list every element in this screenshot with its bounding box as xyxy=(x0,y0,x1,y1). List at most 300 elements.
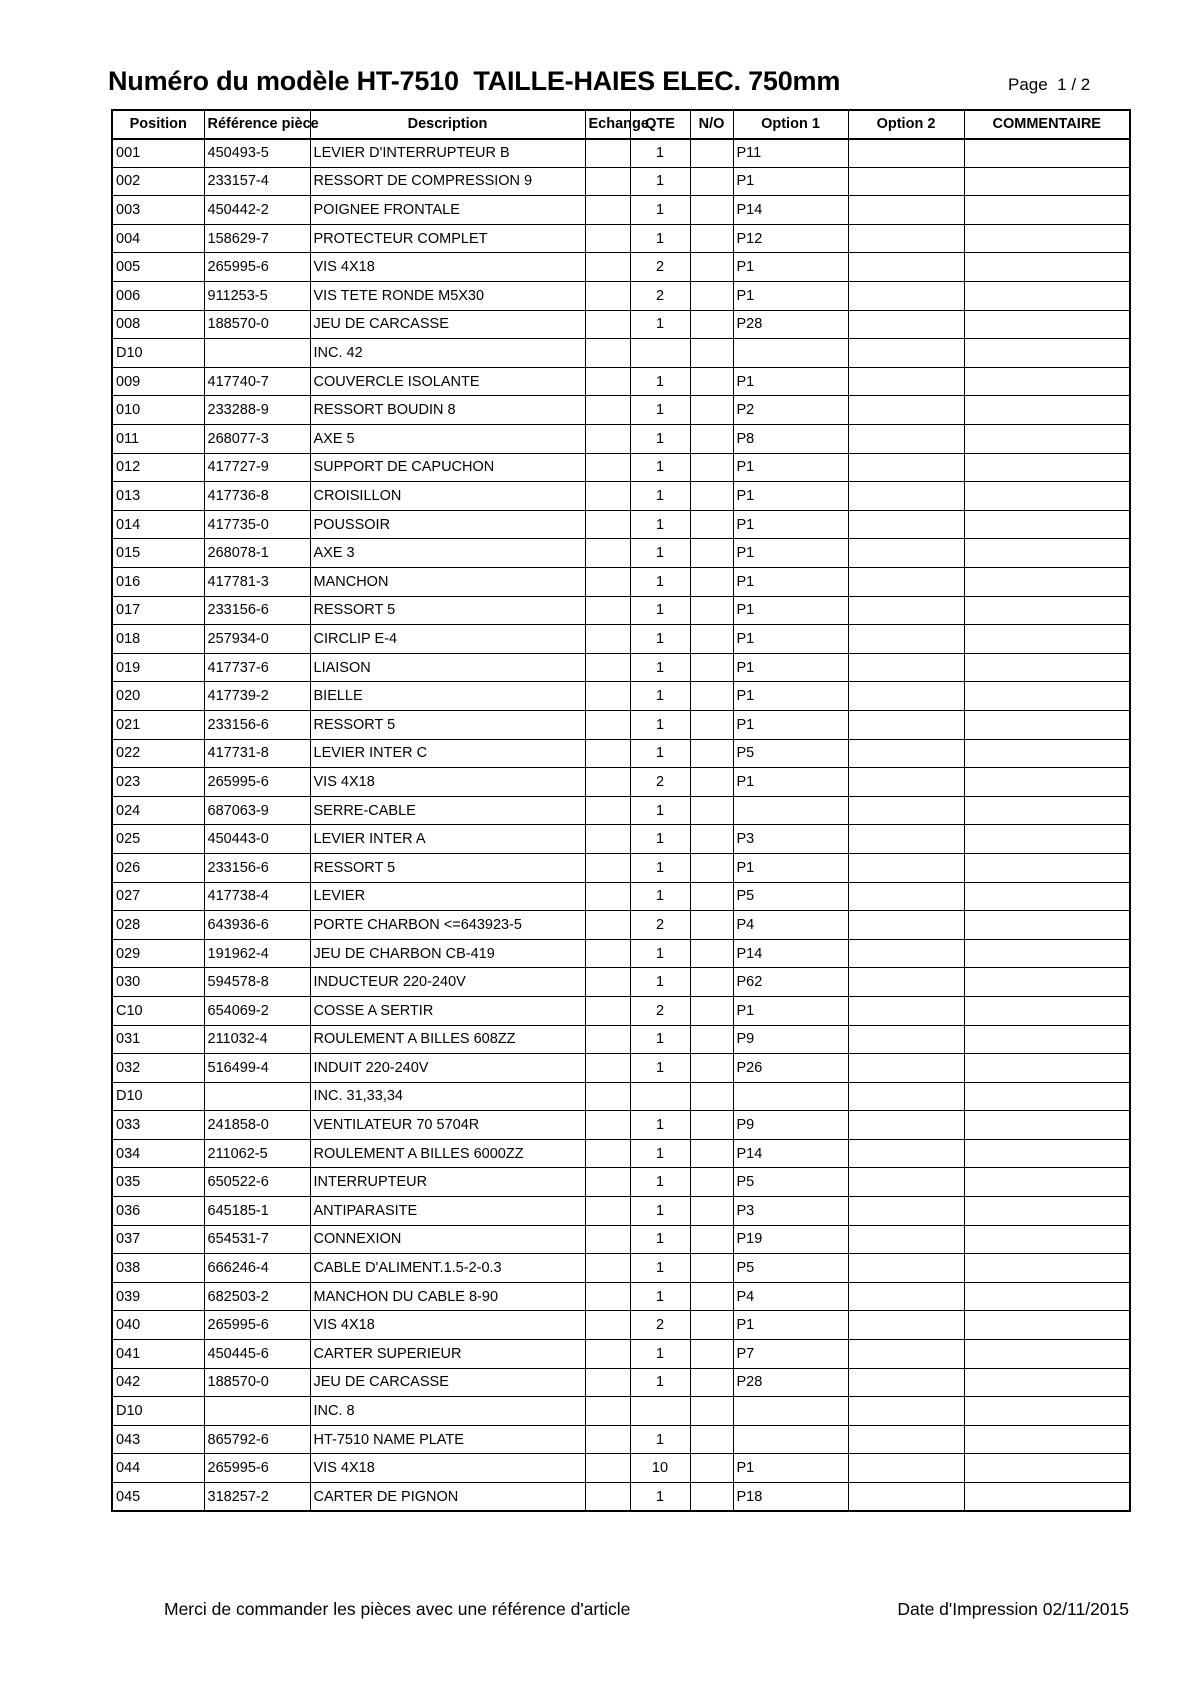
option1-cell: P3 xyxy=(733,825,848,854)
description-cell: VIS 4X18 xyxy=(310,253,585,282)
table-row xyxy=(112,224,1130,253)
option1-cell: P1 xyxy=(733,453,848,482)
description-cell: LEVIER D'INTERRUPTEUR B xyxy=(310,139,585,168)
page-number: Page 1 / 2 xyxy=(1008,75,1091,94)
commentaire-cell xyxy=(964,253,1130,282)
option2-cell xyxy=(848,1425,964,1454)
table-row xyxy=(112,911,1130,940)
qte-cell: 1 xyxy=(630,596,690,625)
reference-cell: 265995-6 xyxy=(204,768,310,797)
reference-cell: 643936-6 xyxy=(204,911,310,940)
reference-cell: 417737-6 xyxy=(204,653,310,682)
no-cell xyxy=(690,167,733,196)
table-row xyxy=(112,367,1130,396)
option2-cell xyxy=(848,396,964,425)
option2-cell xyxy=(848,625,964,654)
table-row xyxy=(112,1282,1130,1311)
echange-cell xyxy=(585,853,630,882)
option1-cell: P1 xyxy=(733,996,848,1025)
reference-cell: 188570-0 xyxy=(204,1368,310,1397)
commentaire-cell xyxy=(964,224,1130,253)
table-row xyxy=(112,1054,1130,1083)
echange-cell xyxy=(585,253,630,282)
col-commentaire: COMMENTAIRE xyxy=(964,110,1130,139)
option2-cell xyxy=(848,825,964,854)
position-cell: 006 xyxy=(112,282,204,311)
position-cell: 009 xyxy=(112,367,204,396)
position-cell: 024 xyxy=(112,796,204,825)
table-row xyxy=(112,425,1130,454)
commentaire-cell xyxy=(964,568,1130,597)
no-cell xyxy=(690,796,733,825)
reference-cell: 233156-6 xyxy=(204,710,310,739)
qte-cell: 1 xyxy=(630,796,690,825)
no-cell xyxy=(690,339,733,368)
echange-cell xyxy=(585,911,630,940)
position-cell: 034 xyxy=(112,1139,204,1168)
position-cell: 001 xyxy=(112,139,204,168)
option1-cell: P4 xyxy=(733,911,848,940)
no-cell xyxy=(690,1025,733,1054)
table-row xyxy=(112,968,1130,997)
col-qte: QTE xyxy=(630,110,690,139)
echange-cell xyxy=(585,339,630,368)
qte-cell: 2 xyxy=(630,768,690,797)
qte-cell: 1 xyxy=(630,310,690,339)
echange-cell xyxy=(585,568,630,597)
description-cell: INC. 31,33,34 xyxy=(310,1082,585,1111)
qte-cell: 1 xyxy=(630,482,690,511)
position-cell: 045 xyxy=(112,1483,204,1512)
echange-cell xyxy=(585,682,630,711)
echange-cell xyxy=(585,968,630,997)
option1-cell: P1 xyxy=(733,768,848,797)
table-row xyxy=(112,1168,1130,1197)
no-cell xyxy=(690,1225,733,1254)
col-no: N/O xyxy=(690,110,733,139)
position-cell: 040 xyxy=(112,1311,204,1340)
no-cell xyxy=(690,653,733,682)
no-cell xyxy=(690,310,733,339)
commentaire-cell xyxy=(964,282,1130,311)
echange-cell xyxy=(585,425,630,454)
reference-cell: 650522-6 xyxy=(204,1168,310,1197)
reference-cell: 211032-4 xyxy=(204,1025,310,1054)
echange-cell xyxy=(585,1225,630,1254)
reference-cell: 265995-6 xyxy=(204,1454,310,1483)
reference-cell: 233157-4 xyxy=(204,167,310,196)
option2-cell xyxy=(848,1025,964,1054)
option1-cell: P62 xyxy=(733,968,848,997)
description-cell: CONNEXION xyxy=(310,1225,585,1254)
option1-cell xyxy=(733,1397,848,1426)
table-row xyxy=(112,768,1130,797)
position-cell: 027 xyxy=(112,882,204,911)
qte-cell: 1 xyxy=(630,939,690,968)
no-cell xyxy=(690,1454,733,1483)
echange-cell xyxy=(585,825,630,854)
table-row xyxy=(112,882,1130,911)
qte-cell: 2 xyxy=(630,1311,690,1340)
option2-cell xyxy=(848,1397,964,1426)
description-cell: CARTER DE PIGNON xyxy=(310,1483,585,1512)
no-cell xyxy=(690,482,733,511)
option2-cell xyxy=(848,996,964,1025)
option2-cell xyxy=(848,739,964,768)
table-row xyxy=(112,453,1130,482)
no-cell xyxy=(690,939,733,968)
option2-cell xyxy=(848,339,964,368)
echange-cell xyxy=(585,768,630,797)
commentaire-cell xyxy=(964,367,1130,396)
option2-cell xyxy=(848,796,964,825)
commentaire-cell xyxy=(964,139,1130,168)
qte-cell: 1 xyxy=(630,1139,690,1168)
reference-cell: 158629-7 xyxy=(204,224,310,253)
position-cell: D10 xyxy=(112,1397,204,1426)
commentaire-cell xyxy=(964,653,1130,682)
no-cell xyxy=(690,425,733,454)
no-cell xyxy=(690,1340,733,1369)
description-cell: INC. 42 xyxy=(310,339,585,368)
description-cell: RESSORT 5 xyxy=(310,710,585,739)
description-cell: CARTER SUPERIEUR xyxy=(310,1340,585,1369)
qte-cell: 1 xyxy=(630,139,690,168)
reference-cell: 911253-5 xyxy=(204,282,310,311)
no-cell xyxy=(690,224,733,253)
description-cell: JEU DE CARCASSE xyxy=(310,1368,585,1397)
col-option1: Option 1 xyxy=(733,110,848,139)
position-cell: 036 xyxy=(112,1197,204,1226)
position-cell: 022 xyxy=(112,739,204,768)
qte-cell: 1 xyxy=(630,510,690,539)
option2-cell xyxy=(848,1368,964,1397)
option2-cell xyxy=(848,282,964,311)
commentaire-cell xyxy=(964,510,1130,539)
reference-cell: 417735-0 xyxy=(204,510,310,539)
qte-cell: 1 xyxy=(630,453,690,482)
table-row xyxy=(112,682,1130,711)
option1-cell xyxy=(733,796,848,825)
reference-cell: 417740-7 xyxy=(204,367,310,396)
position-cell: 029 xyxy=(112,939,204,968)
table-row xyxy=(112,625,1130,654)
no-cell xyxy=(690,1054,733,1083)
option2-cell xyxy=(848,539,964,568)
table-row xyxy=(112,568,1130,597)
description-cell: POUSSOIR xyxy=(310,510,585,539)
option1-cell: P9 xyxy=(733,1111,848,1140)
footer-note: Merci de commander les pièces avec une référence d'article xyxy=(164,1599,631,1619)
option2-cell xyxy=(848,1139,964,1168)
no-cell xyxy=(690,568,733,597)
reference-cell: 654069-2 xyxy=(204,996,310,1025)
qte-cell: 1 xyxy=(630,1254,690,1283)
qte-cell: 1 xyxy=(630,882,690,911)
commentaire-cell xyxy=(964,968,1130,997)
commentaire-cell xyxy=(964,1397,1130,1426)
col-reference: Référence pièce xyxy=(204,110,310,139)
table-row xyxy=(112,825,1130,854)
commentaire-cell xyxy=(964,853,1130,882)
no-cell xyxy=(690,1082,733,1111)
description-cell: LEVIER INTER C xyxy=(310,739,585,768)
reference-cell: 666246-4 xyxy=(204,1254,310,1283)
table-row xyxy=(112,1368,1130,1397)
description-cell: PORTE CHARBON <=643923-5 xyxy=(310,911,585,940)
description-cell: JEU DE CARCASSE xyxy=(310,310,585,339)
reference-cell: 687063-9 xyxy=(204,796,310,825)
reference-cell: 233156-6 xyxy=(204,596,310,625)
option2-cell xyxy=(848,510,964,539)
qte-cell: 1 xyxy=(630,710,690,739)
echange-cell xyxy=(585,139,630,168)
description-cell: BIELLE xyxy=(310,682,585,711)
reference-cell: 594578-8 xyxy=(204,968,310,997)
table-header-row xyxy=(112,110,1130,139)
no-cell xyxy=(690,1139,733,1168)
table-row xyxy=(112,1397,1130,1426)
qte-cell: 1 xyxy=(630,1425,690,1454)
option1-cell: P14 xyxy=(733,1139,848,1168)
commentaire-cell xyxy=(964,339,1130,368)
option1-cell: P8 xyxy=(733,425,848,454)
position-cell: 019 xyxy=(112,653,204,682)
qte-cell: 1 xyxy=(630,1111,690,1140)
table-row xyxy=(112,539,1130,568)
position-cell: D10 xyxy=(112,339,204,368)
commentaire-cell xyxy=(964,625,1130,654)
parts-table xyxy=(111,109,1131,1512)
echange-cell xyxy=(585,1025,630,1054)
echange-cell xyxy=(585,1254,630,1283)
reference-cell xyxy=(204,1397,310,1426)
option1-cell: P14 xyxy=(733,939,848,968)
col-option2: Option 2 xyxy=(848,110,964,139)
table-row xyxy=(112,310,1130,339)
no-cell xyxy=(690,968,733,997)
echange-cell xyxy=(585,396,630,425)
option2-cell xyxy=(848,196,964,225)
qte-cell: 1 xyxy=(630,1197,690,1226)
echange-cell xyxy=(585,282,630,311)
description-cell: LEVIER INTER A xyxy=(310,825,585,854)
table-row xyxy=(112,1454,1130,1483)
no-cell xyxy=(690,510,733,539)
position-cell: 023 xyxy=(112,768,204,797)
reference-cell: 450445-6 xyxy=(204,1340,310,1369)
echange-cell xyxy=(585,482,630,511)
option1-cell: P5 xyxy=(733,1254,848,1283)
option2-cell xyxy=(848,1454,964,1483)
reference-cell: 241858-0 xyxy=(204,1111,310,1140)
option2-cell xyxy=(848,853,964,882)
table-row xyxy=(112,1197,1130,1226)
no-cell xyxy=(690,1282,733,1311)
qte-cell: 1 xyxy=(630,1168,690,1197)
commentaire-cell xyxy=(964,911,1130,940)
commentaire-cell xyxy=(964,1454,1130,1483)
qte-cell: 1 xyxy=(630,739,690,768)
reference-cell: 233288-9 xyxy=(204,396,310,425)
option1-cell: P1 xyxy=(733,367,848,396)
echange-cell xyxy=(585,653,630,682)
qte-cell: 1 xyxy=(630,1483,690,1512)
option2-cell xyxy=(848,1197,964,1226)
position-cell: 012 xyxy=(112,453,204,482)
option1-cell: P1 xyxy=(733,596,848,625)
position-cell: 016 xyxy=(112,568,204,597)
position-cell: 025 xyxy=(112,825,204,854)
position-cell: 011 xyxy=(112,425,204,454)
option1-cell: P1 xyxy=(733,510,848,539)
qte-cell xyxy=(630,1082,690,1111)
echange-cell xyxy=(585,596,630,625)
option2-cell xyxy=(848,1168,964,1197)
table-row xyxy=(112,1254,1130,1283)
description-cell: CIRCLIP E-4 xyxy=(310,625,585,654)
table-row xyxy=(112,939,1130,968)
reference-cell: 645185-1 xyxy=(204,1197,310,1226)
no-cell xyxy=(690,911,733,940)
table-row xyxy=(112,1111,1130,1140)
echange-cell xyxy=(585,939,630,968)
no-cell xyxy=(690,882,733,911)
option1-cell: P1 xyxy=(733,568,848,597)
description-cell: INC. 8 xyxy=(310,1397,585,1426)
description-cell: INDUIT 220-240V xyxy=(310,1054,585,1083)
no-cell xyxy=(690,1168,733,1197)
option2-cell xyxy=(848,224,964,253)
commentaire-cell xyxy=(964,196,1130,225)
option1-cell: P5 xyxy=(733,1168,848,1197)
position-cell: 028 xyxy=(112,911,204,940)
table-row xyxy=(112,139,1130,168)
qte-cell: 1 xyxy=(630,1368,690,1397)
option2-cell xyxy=(848,768,964,797)
table-row xyxy=(112,710,1130,739)
commentaire-cell xyxy=(964,739,1130,768)
option2-cell xyxy=(848,1311,964,1340)
commentaire-cell xyxy=(964,768,1130,797)
description-cell: VIS 4X18 xyxy=(310,768,585,797)
reference-cell: 417739-2 xyxy=(204,682,310,711)
description-cell: AXE 5 xyxy=(310,425,585,454)
option2-cell xyxy=(848,1111,964,1140)
position-cell: 005 xyxy=(112,253,204,282)
description-cell: CABLE D'ALIMENT.1.5-2-0.3 xyxy=(310,1254,585,1283)
option1-cell: P3 xyxy=(733,1197,848,1226)
no-cell xyxy=(690,1197,733,1226)
table-row xyxy=(112,282,1130,311)
commentaire-cell xyxy=(964,1197,1130,1226)
commentaire-cell xyxy=(964,939,1130,968)
reference-cell: 450493-5 xyxy=(204,139,310,168)
echange-cell xyxy=(585,224,630,253)
option2-cell xyxy=(848,882,964,911)
table-row xyxy=(112,1025,1130,1054)
position-cell: 020 xyxy=(112,682,204,711)
reference-cell: 257934-0 xyxy=(204,625,310,654)
position-cell: 033 xyxy=(112,1111,204,1140)
description-cell: POIGNEE FRONTALE xyxy=(310,196,585,225)
echange-cell xyxy=(585,1168,630,1197)
option2-cell xyxy=(848,139,964,168)
option1-cell: P11 xyxy=(733,139,848,168)
option2-cell xyxy=(848,653,964,682)
no-cell xyxy=(690,710,733,739)
table-row xyxy=(112,1425,1130,1454)
option1-cell: P2 xyxy=(733,396,848,425)
echange-cell xyxy=(585,367,630,396)
option1-cell: P4 xyxy=(733,1282,848,1311)
option1-cell xyxy=(733,1425,848,1454)
no-cell xyxy=(690,682,733,711)
reference-cell: 417738-4 xyxy=(204,882,310,911)
commentaire-cell xyxy=(964,596,1130,625)
qte-cell: 1 xyxy=(630,853,690,882)
no-cell xyxy=(690,196,733,225)
echange-cell xyxy=(585,1197,630,1226)
commentaire-cell xyxy=(964,710,1130,739)
qte-cell: 1 xyxy=(630,1054,690,1083)
no-cell xyxy=(690,282,733,311)
description-cell: MANCHON xyxy=(310,568,585,597)
table-row xyxy=(112,167,1130,196)
table-row xyxy=(112,1340,1130,1369)
description-cell: COUVERCLE ISOLANTE xyxy=(310,367,585,396)
echange-cell xyxy=(585,1111,630,1140)
qte-cell: 1 xyxy=(630,653,690,682)
qte-cell: 2 xyxy=(630,911,690,940)
echange-cell xyxy=(585,1139,630,1168)
qte-cell: 1 xyxy=(630,825,690,854)
reference-cell: 865792-6 xyxy=(204,1425,310,1454)
description-cell: RESSORT 5 xyxy=(310,596,585,625)
option1-cell: P1 xyxy=(733,625,848,654)
no-cell xyxy=(690,1111,733,1140)
no-cell xyxy=(690,367,733,396)
description-cell: SUPPORT DE CAPUCHON xyxy=(310,453,585,482)
reference-cell: 233156-6 xyxy=(204,853,310,882)
qte-cell xyxy=(630,339,690,368)
description-cell: AXE 3 xyxy=(310,539,585,568)
description-cell: LEVIER xyxy=(310,882,585,911)
option2-cell xyxy=(848,253,964,282)
commentaire-cell xyxy=(964,1225,1130,1254)
option2-cell xyxy=(848,310,964,339)
echange-cell xyxy=(585,739,630,768)
commentaire-cell xyxy=(964,453,1130,482)
table-row xyxy=(112,510,1130,539)
position-cell: 015 xyxy=(112,539,204,568)
qte-cell: 1 xyxy=(630,1340,690,1369)
qte-cell: 1 xyxy=(630,196,690,225)
reference-cell xyxy=(204,339,310,368)
table-row xyxy=(112,482,1130,511)
option2-cell xyxy=(848,682,964,711)
qte-cell: 1 xyxy=(630,625,690,654)
option1-cell: P19 xyxy=(733,1225,848,1254)
no-cell xyxy=(690,1311,733,1340)
no-cell xyxy=(690,1254,733,1283)
description-cell: RESSORT 5 xyxy=(310,853,585,882)
no-cell xyxy=(690,1483,733,1512)
commentaire-cell xyxy=(964,1282,1130,1311)
echange-cell xyxy=(585,1368,630,1397)
reference-cell: 450443-0 xyxy=(204,825,310,854)
option2-cell xyxy=(848,1082,964,1111)
